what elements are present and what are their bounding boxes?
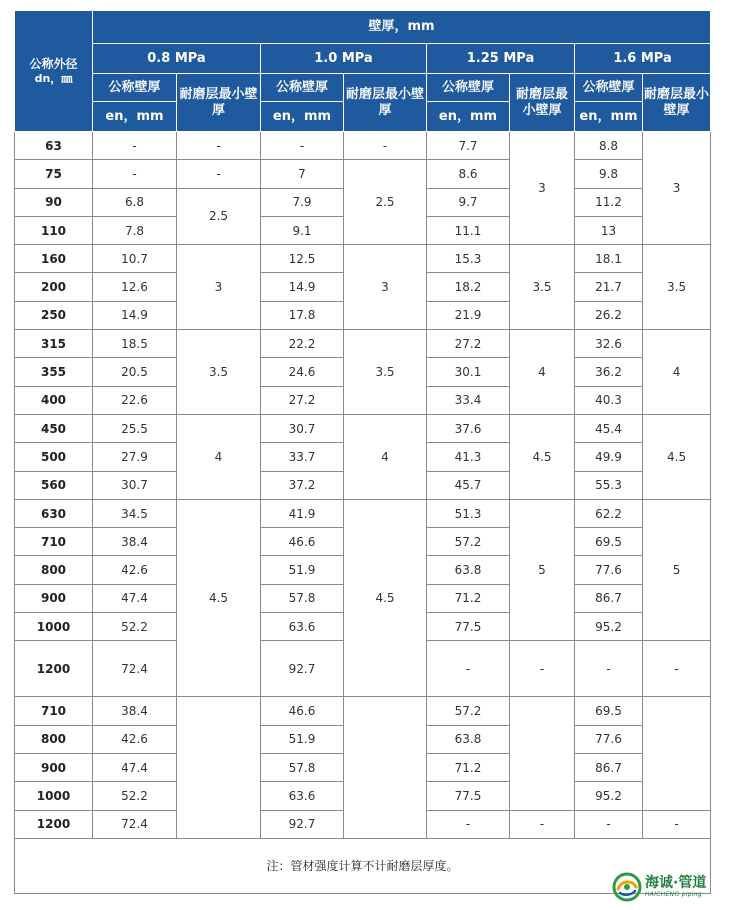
dn-cell: 315 (15, 330, 93, 358)
dn-header (15, 11, 93, 132)
dn-cell: 560 (15, 471, 93, 499)
nominal-wall-label: 公称壁厚 (575, 74, 643, 102)
value-cell: 55.3 (575, 471, 643, 499)
value-cell: 95.2 (575, 782, 643, 810)
wear-cell: 2.5 (344, 160, 427, 245)
value-cell: 11.1 (427, 216, 510, 244)
value-cell: 63.6 (261, 613, 344, 641)
wear-cell: 4.5 (643, 414, 711, 499)
pressure-header-1.6: 1.6 MPa (575, 44, 711, 74)
value-cell: 14.9 (261, 273, 344, 301)
value-cell: 32.6 (575, 330, 643, 358)
value-cell: 7.9 (261, 188, 344, 216)
value-cell: 37.6 (427, 414, 510, 442)
wear-cell: 3 (177, 245, 261, 330)
wear-cell: 3 (643, 132, 711, 245)
wear-cell: 4.5 (177, 499, 261, 696)
value-cell: 36.2 (575, 358, 643, 386)
value-cell: 77.5 (427, 613, 510, 641)
wear-cell: - (643, 810, 711, 838)
value-cell: - (93, 160, 177, 188)
value-cell: 51.3 (427, 499, 510, 527)
value-cell: 86.7 (575, 753, 643, 781)
wear-cell: 5 (643, 499, 711, 640)
value-cell: 63.8 (427, 725, 510, 753)
value-cell: 47.4 (93, 584, 177, 612)
value-cell: 38.4 (93, 528, 177, 556)
value-cell: 42.6 (93, 556, 177, 584)
value-cell: 30.7 (261, 414, 344, 442)
table-row (15, 160, 711, 188)
wear-cell-empty (643, 697, 711, 810)
dn-cell: 90 (15, 188, 93, 216)
wear-cell-empty (344, 697, 427, 838)
dn-cell: 75 (15, 160, 93, 188)
value-cell: 20.5 (93, 358, 177, 386)
value-cell: 12.6 (93, 273, 177, 301)
nominal-wall-unit: en，mm (261, 102, 344, 132)
value-cell: 27.2 (427, 330, 510, 358)
value-cell: 7 (261, 160, 344, 188)
table-row (15, 499, 711, 527)
value-cell: 22.2 (261, 330, 344, 358)
wear-cell-empty (177, 697, 261, 838)
dn-cell: 110 (15, 216, 93, 244)
wear-cell: 3.5 (344, 330, 427, 415)
dn-cell: 500 (15, 443, 93, 471)
value-cell: 30.7 (93, 471, 177, 499)
value-cell: 38.4 (93, 697, 177, 725)
wear-cell: - (344, 132, 427, 160)
table-row (15, 330, 711, 358)
wear-cell: - (177, 132, 261, 160)
table-row (15, 245, 711, 273)
wear-cell: 3.5 (177, 330, 261, 415)
value-cell: 77.6 (575, 725, 643, 753)
value-cell: 72.4 (93, 810, 177, 838)
dn-cell: 200 (15, 273, 93, 301)
value-cell: 21.7 (575, 273, 643, 301)
table-row (15, 132, 711, 160)
dn-cell: 800 (15, 725, 93, 753)
value-cell: 86.7 (575, 584, 643, 612)
value-cell: 11.2 (575, 188, 643, 216)
wall-thickness-table (14, 10, 711, 894)
value-cell: 15.3 (427, 245, 510, 273)
wear-cell: 3 (344, 245, 427, 330)
wear-layer-label: 耐磨层最小壁厚 (510, 74, 575, 132)
wall-thickness-header: 壁厚，mm (93, 11, 711, 44)
nominal-wall-label: 公称壁厚 (261, 74, 344, 102)
value-cell: 57.2 (427, 697, 510, 725)
value-cell: 33.4 (427, 386, 510, 414)
wear-cell: 4.5 (510, 414, 575, 499)
value-cell: 25.5 (93, 414, 177, 442)
value-cell: 14.9 (93, 301, 177, 329)
value-cell: 34.5 (93, 499, 177, 527)
value-cell: 27.9 (93, 443, 177, 471)
nominal-wall-label: 公称壁厚 (93, 74, 177, 102)
value-cell: 18.2 (427, 273, 510, 301)
pressure-header-0.8: 0.8 MPa (93, 44, 261, 74)
value-cell: 92.7 (261, 641, 344, 697)
value-cell: 10.7 (93, 245, 177, 273)
nominal-wall-unit: en，mm (575, 102, 643, 132)
value-cell: 49.9 (575, 443, 643, 471)
value-cell: 18.1 (575, 245, 643, 273)
wear-cell: - (643, 641, 711, 697)
value-cell: - (427, 810, 510, 838)
dn-cell: 710 (15, 528, 93, 556)
value-cell: 9.8 (575, 160, 643, 188)
value-cell: 63.8 (427, 556, 510, 584)
value-cell: 57.2 (427, 528, 510, 556)
wear-cell: - (510, 810, 575, 838)
value-cell: 72.4 (93, 641, 177, 697)
value-cell: 52.2 (93, 613, 177, 641)
table-row (15, 414, 711, 442)
value-cell: 71.2 (427, 584, 510, 612)
wear-cell: 4 (344, 414, 427, 499)
wear-cell: 4.5 (344, 499, 427, 696)
dn-label: 公称外径 (29, 57, 78, 72)
dn-cell: 355 (15, 358, 93, 386)
value-cell: 18.5 (93, 330, 177, 358)
value-cell: 71.2 (427, 753, 510, 781)
value-cell: 45.7 (427, 471, 510, 499)
wear-layer-label: 耐磨层最小壁厚 (643, 74, 711, 132)
wear-cell: 2.5 (177, 188, 261, 245)
logo-text-en: HAICHENG piping (645, 891, 702, 898)
wear-cell: - (177, 160, 261, 188)
table-note: 注：管材强度计算不计耐磨层厚度。 (15, 838, 711, 893)
nominal-wall-unit: en，mm (93, 102, 177, 132)
value-cell: - (93, 132, 177, 160)
table-row (15, 697, 711, 725)
wear-cell: 4 (177, 414, 261, 499)
dn-unit: dn，㎜ (34, 71, 73, 85)
value-cell: 52.2 (93, 782, 177, 810)
value-cell: 30.1 (427, 358, 510, 386)
value-cell: 46.6 (261, 697, 344, 725)
value-cell: - (575, 641, 643, 697)
wear-cell: 3.5 (643, 245, 711, 330)
value-cell: 69.5 (575, 697, 643, 725)
wear-cell-empty (510, 697, 575, 810)
dn-cell: 63 (15, 132, 93, 160)
wear-cell: 3.5 (510, 245, 575, 330)
value-cell: 7.7 (427, 132, 510, 160)
value-cell: 22.6 (93, 386, 177, 414)
value-cell: 92.7 (261, 810, 344, 838)
value-cell: 12.5 (261, 245, 344, 273)
value-cell: 57.8 (261, 753, 344, 781)
value-cell: 47.4 (93, 753, 177, 781)
value-cell: 8.6 (427, 160, 510, 188)
note-row (15, 838, 711, 893)
value-cell: 33.7 (261, 443, 344, 471)
dn-cell: 1000 (15, 782, 93, 810)
value-cell: 9.7 (427, 188, 510, 216)
dn-cell: 800 (15, 556, 93, 584)
logo-swirl-icon (612, 872, 642, 902)
wear-cell: 3 (510, 132, 575, 245)
wear-layer-label: 耐磨层最小壁厚 (177, 74, 261, 132)
wear-cell: 4 (510, 330, 575, 415)
wear-layer-label: 耐磨层最小壁厚 (344, 74, 427, 132)
dn-cell: 160 (15, 245, 93, 273)
value-cell: - (427, 641, 510, 697)
value-cell: 37.2 (261, 471, 344, 499)
value-cell: 63.6 (261, 782, 344, 810)
value-cell: 8.8 (575, 132, 643, 160)
value-cell: 62.2 (575, 499, 643, 527)
dn-cell: 900 (15, 584, 93, 612)
logo-text-cn: 海诚·管道 (645, 875, 707, 891)
value-cell: - (261, 132, 344, 160)
value-cell: 77.5 (427, 782, 510, 810)
dn-cell: 250 (15, 301, 93, 329)
value-cell: 42.6 (93, 725, 177, 753)
value-cell: 9.1 (261, 216, 344, 244)
pressure-header-1.0: 1.0 MPa (261, 44, 427, 74)
wear-cell: 5 (510, 499, 575, 640)
value-cell: 21.9 (427, 301, 510, 329)
value-cell: 7.8 (93, 216, 177, 244)
dn-cell: 1200 (15, 641, 93, 697)
dn-cell: 900 (15, 753, 93, 781)
wear-cell: 4 (643, 330, 711, 415)
dn-cell: 450 (15, 414, 93, 442)
wear-cell: - (510, 641, 575, 697)
dn-cell: 400 (15, 386, 93, 414)
value-cell: 69.5 (575, 528, 643, 556)
value-cell: 6.8 (93, 188, 177, 216)
value-cell: 27.2 (261, 386, 344, 414)
value-cell: 51.9 (261, 556, 344, 584)
company-logo (612, 870, 727, 904)
value-cell: 13 (575, 216, 643, 244)
value-cell: 57.8 (261, 584, 344, 612)
value-cell: 51.9 (261, 725, 344, 753)
value-cell: 24.6 (261, 358, 344, 386)
dn-cell: 1000 (15, 613, 93, 641)
value-cell: - (575, 810, 643, 838)
value-cell: 40.3 (575, 386, 643, 414)
value-cell: 17.8 (261, 301, 344, 329)
value-cell: 45.4 (575, 414, 643, 442)
dn-cell: 630 (15, 499, 93, 527)
value-cell: 26.2 (575, 301, 643, 329)
value-cell: 41.9 (261, 499, 344, 527)
dn-cell: 1200 (15, 810, 93, 838)
value-cell: 41.3 (427, 443, 510, 471)
value-cell: 46.6 (261, 528, 344, 556)
nominal-wall-unit: en，mm (427, 102, 510, 132)
nominal-wall-label: 公称壁厚 (427, 74, 510, 102)
value-cell: 95.2 (575, 613, 643, 641)
dn-cell: 710 (15, 697, 93, 725)
value-cell: 77.6 (575, 556, 643, 584)
pressure-header-1.25: 1.25 MPa (427, 44, 575, 74)
